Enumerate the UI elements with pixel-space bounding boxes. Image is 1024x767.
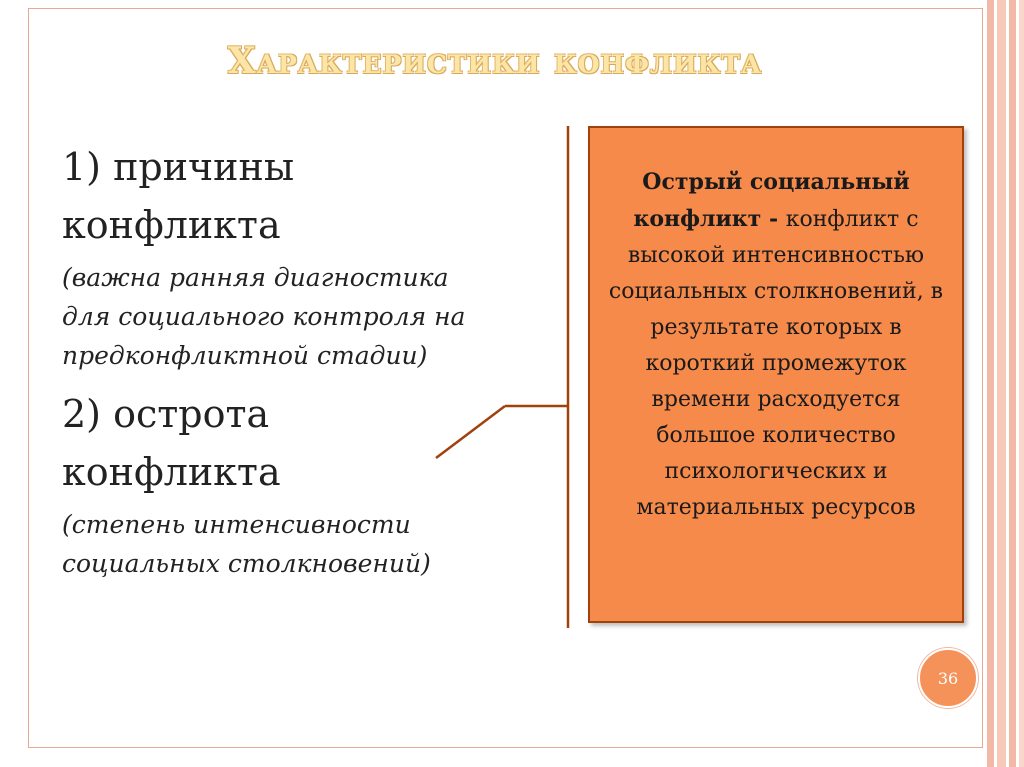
item-heading-line: 1) причины [62, 145, 295, 189]
slide-title: Характеристики конфликта [227, 40, 763, 82]
page-number-badge: 36 [918, 648, 978, 708]
definition-box [588, 126, 964, 623]
item-heading-line: конфликта [62, 450, 281, 494]
item-note-line: для социального контроля на [62, 302, 466, 331]
item-heading-line: конфликта [62, 203, 281, 247]
item-note-line: предконфликтной стадии) [62, 341, 428, 370]
item-heading-line: 2) острота [62, 392, 270, 436]
definition-separator: - [761, 205, 786, 232]
definition-body: конфликт с высокой интенсивностью социальных столкновений, в результате которых в короткий промежуток времени расходуется большое количество психологических и материальных ресурсов [608, 206, 944, 520]
item-note-line: социальных столкновений) [62, 549, 431, 578]
item-note-line: (важна ранняя диагностика [62, 263, 449, 292]
definition-term: Острый социальный конфликт [633, 168, 910, 232]
item-note-line: (степень интенсивности [62, 510, 411, 539]
bracket-diagonal-line [436, 406, 505, 458]
definition-text [608, 164, 944, 526]
